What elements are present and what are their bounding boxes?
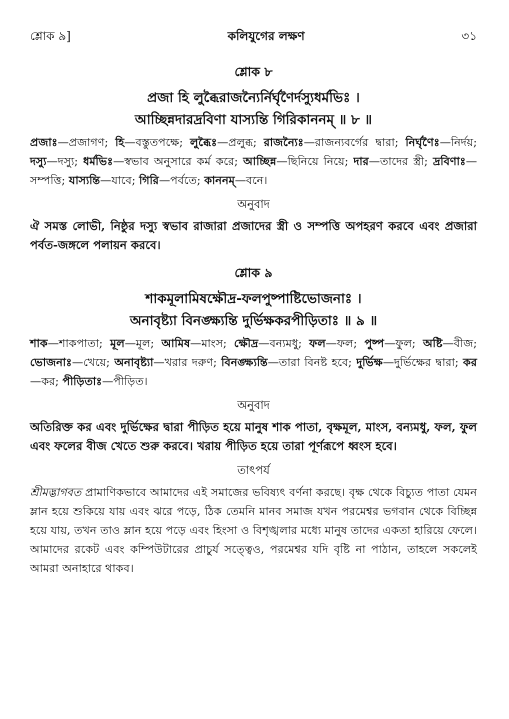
synonym-word: ক্ষৌদ্র [234, 336, 259, 350]
synonym-meaning: —নির্দয়; [439, 136, 477, 149]
verse-9-purport-heading: তাৎপর্য [237, 463, 270, 477]
purport-text: প্রামাণিকভাবে আমাদের এই সমাজের ভবিষ্যৎ বর্ণনা করছে। বৃক্ষ থেকে বিচ্যুত পাতা যেমন ম্লান হয়ে শুকিয়ে যায় এবং ঝরে পড়ে, ঠিক তেমনি মানব সমাজ যখন পরমেশ্বর ভগবান থেকে বিচ্ছিন্ন হয়ে যায়, তখন তাও ম্লান হয়ে পড়ে এবং হিংসা ও বিশৃঙ্খলার মধ্যে মানুষ তাদের একতা হারিয়ে ফেলে। আমাদের রকেট এবং কম্পিউটারের প্রাচুর্য সত্ত্বেও, পরমেশ্বর যদি বৃষ্টি না পাঠান, তাহলে সকলেই আমরা অনাহারে থাকব। [30, 486, 477, 575]
synonym-word: কর [463, 355, 478, 369]
verse-8-line-1: প্রজা হি লুব্ধৈরাজন্যৈর্নির্ঘৃণৈর্দস্যুধর্মভিঃ । [147, 90, 360, 106]
synonym-word: পুষ্প [364, 336, 385, 350]
synonym-word: ফল [309, 336, 326, 350]
synonym-word: আমিষ [161, 336, 191, 350]
purport-book-title: শ্রীমদ্ভাগবত [30, 486, 82, 499]
verse-9-line-1: শাকমূলামিষক্ষৌদ্র-ফলপুষ্পাষ্টিভোজনাঃ । [145, 291, 362, 307]
synonym-meaning: —কর; [30, 375, 63, 388]
synonym-meaning: —বস্তুতপক্ষে; [124, 136, 191, 149]
synonym-word: কাননম্‌ [204, 173, 235, 187]
verse-9-line-2: অনাবৃষ্ট্যা বিনঙ্ক্ষ্যন্তি দুর্ভিক্ষকরপীড়িতাঃ ॥ ৯ ॥ [129, 313, 378, 329]
verse-9-translation-heading: অনুবাদ [237, 398, 270, 412]
synonym-meaning: —খেয়ে; [72, 356, 115, 369]
synonym-meaning: —সম্পত্তি; [30, 155, 477, 187]
synonym-word: দ্রবিণাঃ [432, 154, 466, 168]
synonym-word: দার [353, 154, 369, 168]
synonym-meaning: —বন্যমধু; [258, 337, 310, 350]
synonym-meaning: —প্রজাগণ; [57, 136, 116, 149]
synonym-meaning: —শাকপাতা; [47, 337, 111, 350]
synonym-meaning: —প্রলুব্ধ; [217, 136, 264, 149]
synonym-meaning: —মাংস; [190, 337, 235, 350]
synonym-meaning: —তাদের স্ত্রী; [368, 155, 433, 168]
verse-8-translation: ঐ সমস্ত লোভী, নিষ্ঠুর দস্যু স্বভাব রাজারা প্রজাদের স্ত্রী ও সম্পত্তি অপহরণ করবে এবং প্রজারা পর্বত-জঙ্গলে পলায়ন করবে। [30, 219, 477, 252]
synonym-word: দুর্ভিক্ষ [356, 355, 383, 369]
synonym-meaning: —ফল; [325, 337, 365, 350]
synonym-word: পীড়িতাঃ [62, 374, 103, 388]
synonym-word: অনাবৃষ্ট্যা [114, 355, 154, 369]
synonym-meaning: —পর্বতে; [158, 174, 205, 187]
verse-9-purport [30, 483, 477, 578]
header-verse-ref: শ্লোক ৯] [30, 29, 71, 43]
synonym-word: আচ্ছিন্ন [243, 154, 277, 168]
synonym-word: রাজন্যৈঃ [263, 135, 304, 149]
verse-8-heading: শ্লোক ৮ [234, 64, 273, 79]
verse-9-synonyms [30, 334, 477, 391]
synonym-meaning: —বীজ; [442, 337, 477, 350]
synonym-meaning: —তারা বিনষ্ট হবে; [267, 356, 357, 369]
synonym-word: দস্যু [30, 154, 47, 168]
header-chapter-title: কলিযুগের লক্ষণ [227, 29, 305, 43]
synonym-word: লুব্ধৈঃ [190, 135, 218, 149]
synonym-meaning: —বনে। [234, 174, 268, 187]
synonym-meaning: —যাবে; [100, 174, 140, 187]
verse-8-synonyms [30, 133, 477, 190]
verse-9-translation: অতিরিক্ত কর এবং দুর্ভিক্ষের দ্বারা পীড়িত হয়ে মানুষ শাক পাতা, বৃক্ষমূল, মাংস, বন্যমধু, ফল, ফুল এবং ফলের বীজ খেতে শুরু করবে। খরায় পীড়িত হয়ে তারা পূর্ণরূপে ধ্বংস হবে। [30, 420, 477, 453]
page-header [30, 28, 477, 48]
synonym-word: প্রজাঃ [30, 135, 58, 149]
verse-8-translation-heading: অনুবাদ [237, 197, 270, 211]
synonym-word: হি [115, 135, 125, 149]
synonym-meaning: —ফুল; [384, 337, 423, 350]
synonym-meaning: —খরার দরুণ; [153, 356, 222, 369]
synonym-meaning: —স্বভাব অনুসারে কর্ম করে; [113, 155, 244, 168]
synonym-word: নির্ঘৃণৈঃ [405, 135, 440, 149]
synonym-word: ভোজনাঃ [30, 355, 73, 369]
synonym-word: গিরি [139, 173, 159, 187]
synonym-meaning: —মূল; [124, 337, 162, 350]
verse-8-line-2: আচ্ছিন্নদারদ্রবিণা যাস্যন্তি গিরিকাননম্‌ ॥ ৮ ॥ [134, 112, 373, 128]
synonym-meaning: —ছিনিয়ে নিয়ে; [276, 155, 354, 168]
synonym-meaning: —রাজন্যবর্গের দ্বারা; [303, 136, 406, 149]
synonym-meaning: —পীড়িত। [102, 375, 148, 388]
header-page-number: ৩১ [461, 29, 477, 43]
synonym-word: অষ্টি [422, 336, 443, 350]
synonym-word: বিনঙ্ক্ষ্যন্তি [221, 355, 268, 369]
synonym-word: যাস্যন্তি [68, 173, 101, 187]
synonym-word: ধর্মভিঃ [83, 154, 114, 168]
verse-9-heading: শ্লোক ৯ [234, 265, 273, 280]
synonym-meaning: —দুর্ভিক্ষের দ্বারা; [382, 356, 464, 369]
synonym-word: মূল [110, 336, 125, 350]
synonym-word: শাক [30, 336, 48, 350]
synonym-meaning: —দস্যু; [46, 155, 84, 168]
